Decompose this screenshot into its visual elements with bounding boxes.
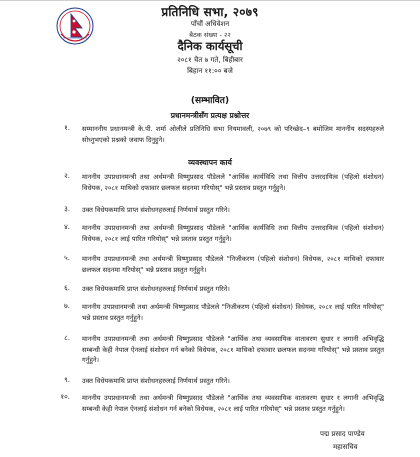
section-heading-pm-question: प्रधानमन्त्रीसँग प्रत्यक्ष प्रश्नोत्तर	[170, 111, 250, 120]
item-text: माननीय उपप्रधानमन्त्री तथा अर्थमन्त्री विष्णुप्रसाद पौडेलले "आर्थिक कार्यविधि तथा वित्तीय उत्तरदायित्व (पहिलो संशोधन) विधेयक, २०८१ लाई पारित गरियोस्" भन्ने प्रस्ताव प्रस्तुत गर्नुहुने।	[82, 224, 384, 243]
item-text: उक्त विधेयकमाथि प्राप्त संशोधनहरुलाई निर्णयार्थ प्रस्तुत गरिने।	[82, 377, 230, 385]
item-number: १.	[64, 124, 70, 132]
probable-label: (सम्भावित)	[190, 96, 230, 106]
session-label: पाँचौं अधिवेशन	[190, 20, 230, 28]
item-number: ९.	[64, 376, 70, 384]
item-text: सम्माननीय प्रधानमन्त्री के.पी. शर्मा ओलीले प्रतिनिधि सभा नियमावली, २०७९ को परिच्छेद–९ बमोजिम माननीय सदस्यहरुले सोध्नुभएको प्रश्नको जवाफ दिनुहुने।	[82, 125, 384, 144]
agenda-date: २०८१ चैत ७ गते, बिहीबार	[177, 56, 243, 64]
house-title: प्रतिनिधि सभा, २०७९	[161, 5, 259, 19]
item-number: ८.	[64, 334, 70, 342]
item-number: ६.	[64, 284, 70, 292]
item-number: १०.	[60, 393, 70, 401]
item-number: ३.	[64, 205, 70, 213]
top-border	[0, 0, 420, 1]
item-text: उक्त विधेयकमाथि प्राप्त संशोधनहरुलाई निर्णयार्थ प्रस्तुत गरिने।	[82, 285, 230, 293]
signatory-name: पद्म प्रसाद पाण्डेय	[320, 430, 365, 438]
item-text: माननीय उपप्रधानमन्त्री तथा अर्थमन्त्री विष्णुप्रसाद पौडेलले "आर्थिक कार्यविधि तथा वित्तीय उत्तरदायित्व (पहिलो संशोधन) विधेयक, २०८१ माथिको दफावार छलफल सदनमा गरियोस्" भन्ने प्रस्ताव प्रस्तुत गर्नुहुने।	[82, 173, 384, 192]
item-text: माननीय उपप्रधानमन्त्री तथा अर्थमन्त्री विष्णुप्रसाद पौडेलले "आर्थिक तथा व्यवसायिक वातावरण सुधार र लगानी अभिवृद्धि सम्बन्धी केही नेपाल ऐनलाई संशोधन गर्न बनेको विधेयक, २०८१ लाई पारित गरियोस्" भन्ने प्रस्ताव प्रस्तुत गर्नुहुने।	[82, 394, 384, 413]
section-heading-legislation: व्यवस्थापन कार्य	[188, 158, 232, 167]
item-text: माननीय उपप्रधानमन्त्री तथा अर्थमन्त्री विष्णुप्रसाद पौडेलले "आर्थिक तथा व्यवसायिक वातावरण सुधार र लगानी अभिवृद्धि सम्बन्धी केही नेपाल ऐनलाई संशोधन गर्न बनेको विधेयक, २०८१ माथिको दफावार छलफल सदनमा गरियोस्" भन्ने प्रस्ताव प्रस्तुत गर्नुहुने।	[82, 335, 384, 364]
agenda-time: बिहान ११:०० बजे	[187, 67, 233, 75]
item-text: माननीय उपप्रधानमन्त्री तथा अर्थमन्त्री विष्णुप्रसाद पौडेलले "निजीकरण (पहिलो संशोधन) विधेयक, २०८१ लाई पारित गरियोस्" भन्ने प्रस्ताव प्रस्तुत गर्नुहुने।	[82, 303, 384, 322]
item-text: माननीय उपप्रधानमन्त्री तथा अर्थमन्त्री विष्णुप्रसाद पौडेलले "निजीकरण (पहिलो संशोधन) विधेयक, २०८१ माथिको दफावार छलफल सदनमा गरियोस्" भन्ने प्रस्ताव प्रस्तुत गर्नुहुने।	[82, 255, 384, 274]
item-text: उक्त विधेयकमाथि प्राप्त संशोधनहरुलाई निर्णयार्थ प्रस्तुत गरिने।	[82, 206, 230, 214]
meeting-number: बैठक संख्या - २२	[189, 31, 231, 39]
item-number: २.	[64, 172, 70, 180]
agenda-title: दैनिक कार्यसूची	[177, 39, 243, 53]
item-number: ७.	[64, 302, 70, 310]
signatory-designation: महासचिव	[333, 443, 358, 451]
item-number: ५.	[64, 254, 70, 262]
item-number: ४.	[64, 223, 70, 231]
